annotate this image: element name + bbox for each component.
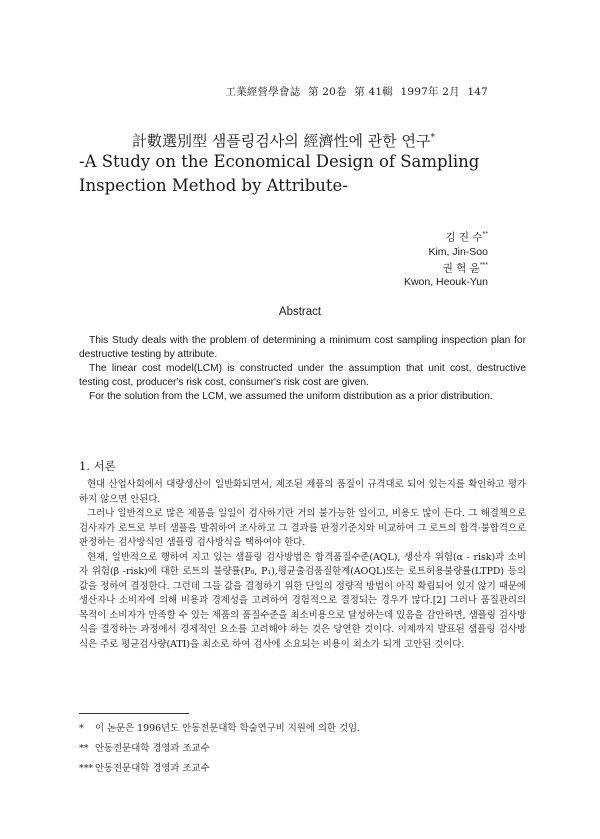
footnote: ** 안동전문대학 경영과 조교수 <box>79 743 210 754</box>
body-paragraph: 현재, 일반적으로 행하여 지고 있는 샘플링 검사방법은 합격품질수준(AQL), 생산자 위험(α - risk)과 소비자 위험(β -risk)에 대한 로트의 불량률(P₀, P₁),평균출검품질한계(AOQL)또는 로트허용불량률(LTPD) 등의 값을 정하여 결정한다. 그런데 그들 값을 결정하기 위한 단일의 정량적 방법이 아직 확립되어 있지 않기 때문에 생산자나 소비자에 의해 비용과 경제성을 고려하여 경험적으로 결정되는 경우가 많다.[2] 그러나 품질관리의 목적이 소비자가 만족할 수 있는 제품의 품질수준을 최소비용으로 달성하는데 있음을 감안하면, 샘플링 검사방식을 결정하는 과정에서 경제적인 요소를 고려해야 하는 것은 당연한 것이다. 이제까지 발표된 샘플링 검사방식은 주로 평균검사량(ATI)을 최소로 하여 검사에 소요되는 비용이 최소가 되게 고안된 것이다. <box>79 551 526 650</box>
author-1-korean: 김 진 수** <box>445 231 488 244</box>
journal-issue: 第 41輯 <box>354 86 393 98</box>
journal-header <box>222 84 489 99</box>
title-footnote-mark: * <box>430 133 435 143</box>
abstract-paragraph: For the solution from the LCM, we assumed the uniform distribution as a prior distribution. <box>89 391 493 402</box>
footnote-divider <box>79 713 189 714</box>
journal-volume: 第 20卷 <box>307 86 347 98</box>
page-number: 147 <box>467 86 488 98</box>
abstract-paragraph: The linear cost model(LCM) is constructed under the assumption that unit cost, destructive testing cost, producer's risk cost, consumer's risk cost are given. <box>79 363 526 388</box>
abstract-body <box>79 334 526 404</box>
body-paragraph: 현대 산업사회에서 대량생산이 일반화되면서, 제조된 제품의 품질이 규격대로 되어 있는지를 확인하고 평가하지 않으면 안된다. <box>79 479 526 505</box>
section-heading: 1. 서론 <box>79 459 116 473</box>
abstract-heading: Abstract <box>278 306 322 318</box>
korean-title <box>132 130 435 151</box>
korean-title-text: 計數選別型 샘플링검사의 經濟性에 관한 연구 <box>132 132 431 150</box>
english-title: -A Study on the Economical Design of Sampling Inspection Method by Attribute- <box>79 152 480 195</box>
author-block <box>404 228 488 289</box>
journal-name: 工業經營學會誌 <box>225 86 301 98</box>
journal-date: 1997年 2月 <box>400 86 460 98</box>
section-body <box>79 478 526 652</box>
footnote: * 이 논문은 1996년도 안동전문대학 학술연구비 지원에 의한 것임. <box>79 723 361 734</box>
footnote: *** 안동전문대학 경영과 조교수 <box>79 763 210 774</box>
body-paragraph: 그러나 일반적으로 많은 제품을 일일이 검사하기란 거의 불가능한 일이고, 비용도 많이 든다. 그 해결책으로 검사자가 로트로 부터 샘플을 발취하여 조사하고 그 결과를 판정기준치와 비교하여 그 로트의 합격·불합격으로 판정하는 검사방식인 샘플링 검사방식을 택하여야 한다. <box>79 508 526 548</box>
author-1-english: Kim, Jin-Soo <box>428 245 488 258</box>
abstract-paragraph: This Study deals with the problem of determining a minimum cost sampling inspection plan for destructive testing by attribute. <box>79 335 526 360</box>
author-2-korean: 권 혁 윤*** <box>442 261 488 274</box>
footnotes <box>79 719 360 779</box>
author-2-english: Kwon, Heouk-Yun <box>403 276 488 288</box>
